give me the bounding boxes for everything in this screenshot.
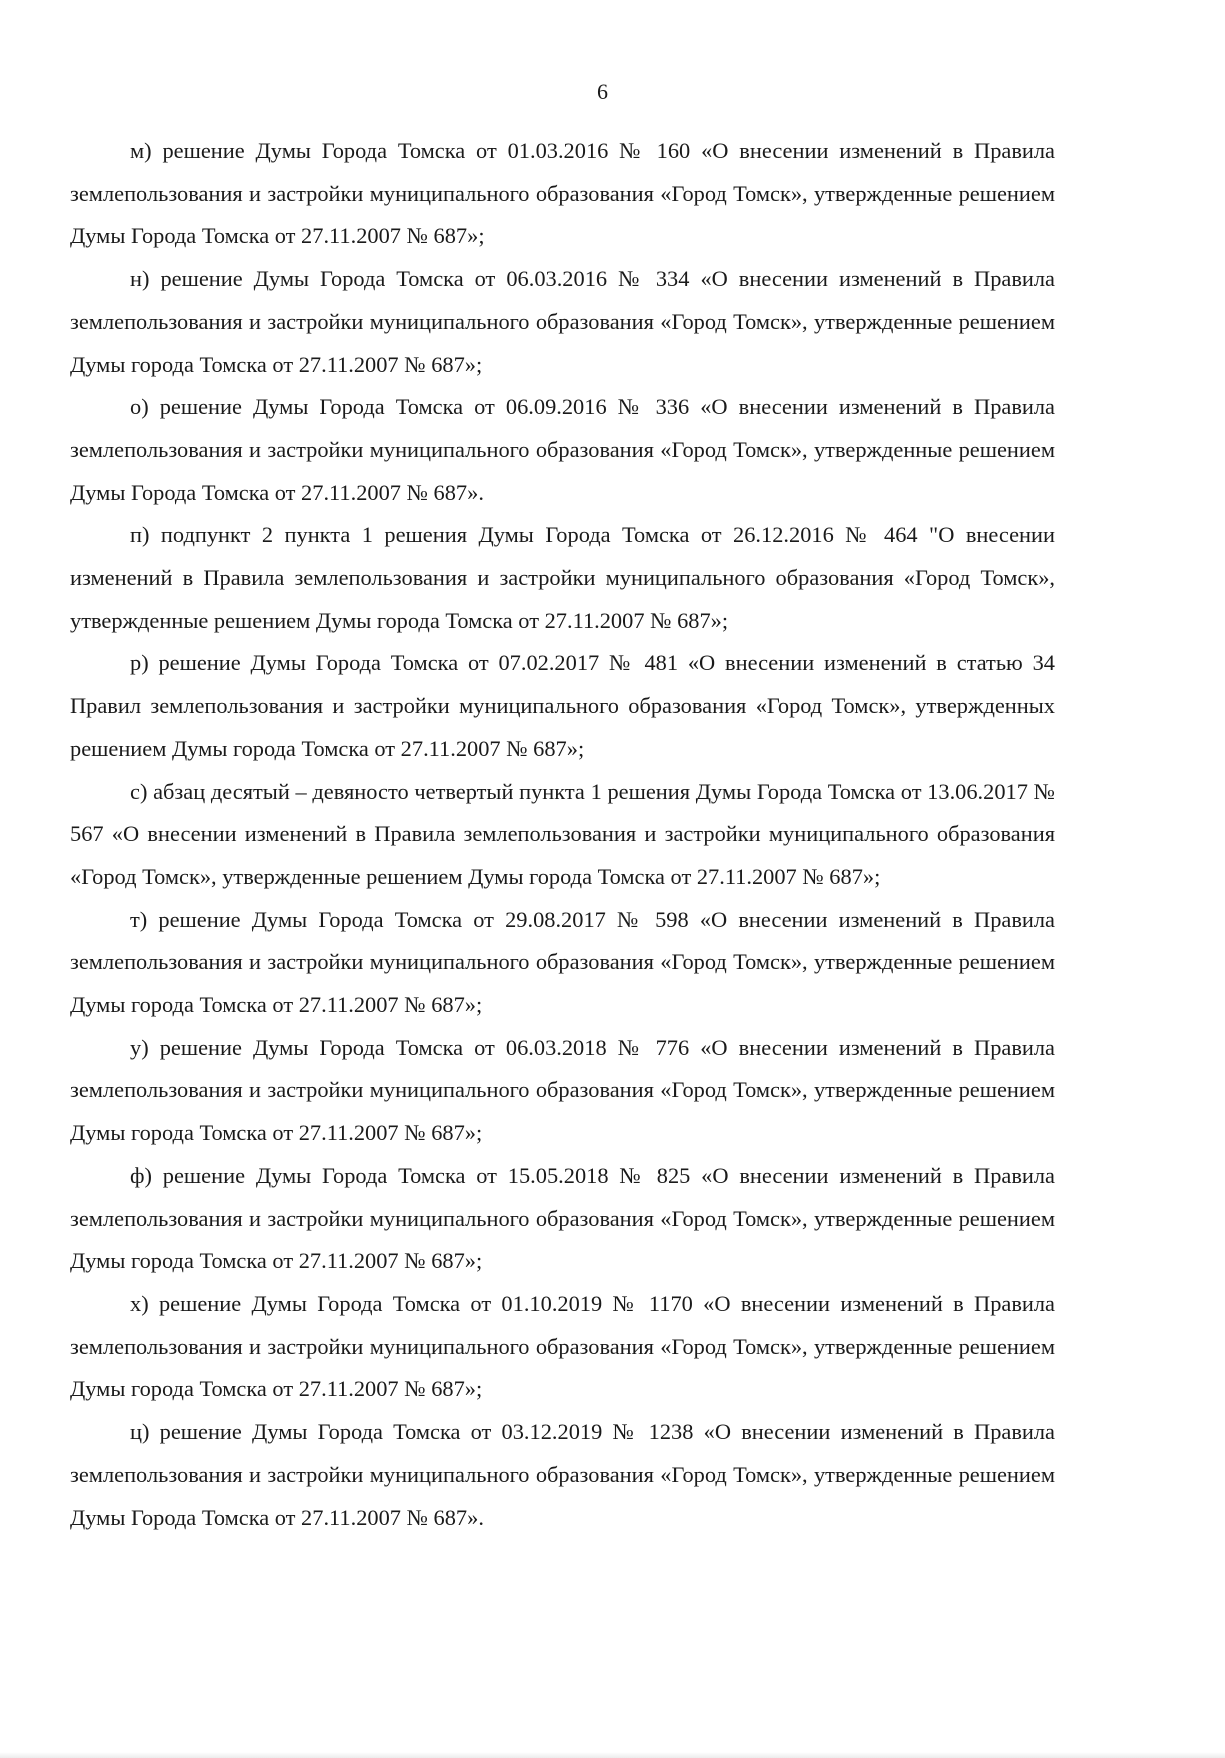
list-item-f: ф) решение Думы Города Томска от 15.05.2018 № 825 «О внесении изменений в Правила землепользования и застройки муниципального образования «Город Томск», утвержденные решением Думы города Томска от 27.11.2007 № 687»; bbox=[70, 1162, 1055, 1274]
scan-edge-shadow bbox=[0, 1752, 1225, 1758]
list-item-o: о) решение Думы Города Томска от 06.09.2016 № 336 «О внесении изменений в Правила землепользования и застройки муниципального образования «Город Томск», утвержденные решением Думы Города Томска от 27.11.2007 № 687». bbox=[70, 394, 1055, 505]
page-number: 6 bbox=[597, 79, 608, 104]
list-item-u: у) решение Думы Города Томска от 06.03.2018 № 776 «О внесении изменений в Правила землепользования и застройки муниципального образования «Город Томск», утвержденные решением Думы города Томска от 27.11.2007 № 687»; bbox=[70, 1034, 1055, 1146]
list-item-p: п) подпункт 2 пункта 1 решения Думы Города Томска от 26.12.2016 № 464 "О внесении изменений в Правила землепользования и застройки муниципального образования «Город Томск», утвержденные решением Думы города Томска от 27.11.2007 № 687»; bbox=[70, 522, 1055, 633]
document-body bbox=[70, 130, 1055, 1539]
list-item-kh: х) решение Думы Города Томска от 01.10.2019 № 1170 «О внесении изменений в Правила землепользования и застройки муниципального образования «Город Томск», утвержденные решением Думы города Томска от 27.11.2007 № 687»; bbox=[70, 1290, 1055, 1402]
list-item-m: м) решение Думы Города Томска от 01.03.2016 № 160 «О внесении изменений в Правила землепользования и застройки муниципального образования «Город Томск», утвержденные решением Думы Города Томска от 27.11.2007 № 687»; bbox=[70, 138, 1055, 249]
list-item-s: с) абзац десятый – девяносто четвертый пункта 1 решения Думы Города Томска от 13.06.2017 № 567 «О внесении изменений в Правила землепользования и застройки муниципального образования «Город Томск», утвержденные решением Думы города Томска от 27.11.2007 № 687»; bbox=[70, 778, 1055, 889]
list-item-t: т) решение Думы Города Томска от 29.08.2017 № 598 «О внесении изменений в Правила землепользования и застройки муниципального образования «Город Томск», утвержденные решением Думы города Томска от 27.11.2007 № 687»; bbox=[70, 906, 1055, 1018]
list-item-r: р) решение Думы Города Томска от 07.02.2017 № 481 «О внесении изменений в статью 34 Правил землепользования и застройки муниципального образования «Город Томск», утвержденных решением Думы города Томска от 27.11.2007 № 687»; bbox=[70, 650, 1055, 761]
list-item-n: н) решение Думы Города Томска от 06.03.2016 № 334 «О внесении изменений в Правила землепользования и застройки муниципального образования «Город Томск», утвержденные решением Думы города Томска от 27.11.2007 № 687»; bbox=[70, 266, 1055, 377]
list-item-ts: ц) решение Думы Города Томска от 03.12.2019 № 1238 «О внесении изменений в Правила землепользования и застройки муниципального образования «Город Томск», утвержденные решением Думы Города Томска от 27.11.2007 № 687». bbox=[70, 1419, 1055, 1530]
